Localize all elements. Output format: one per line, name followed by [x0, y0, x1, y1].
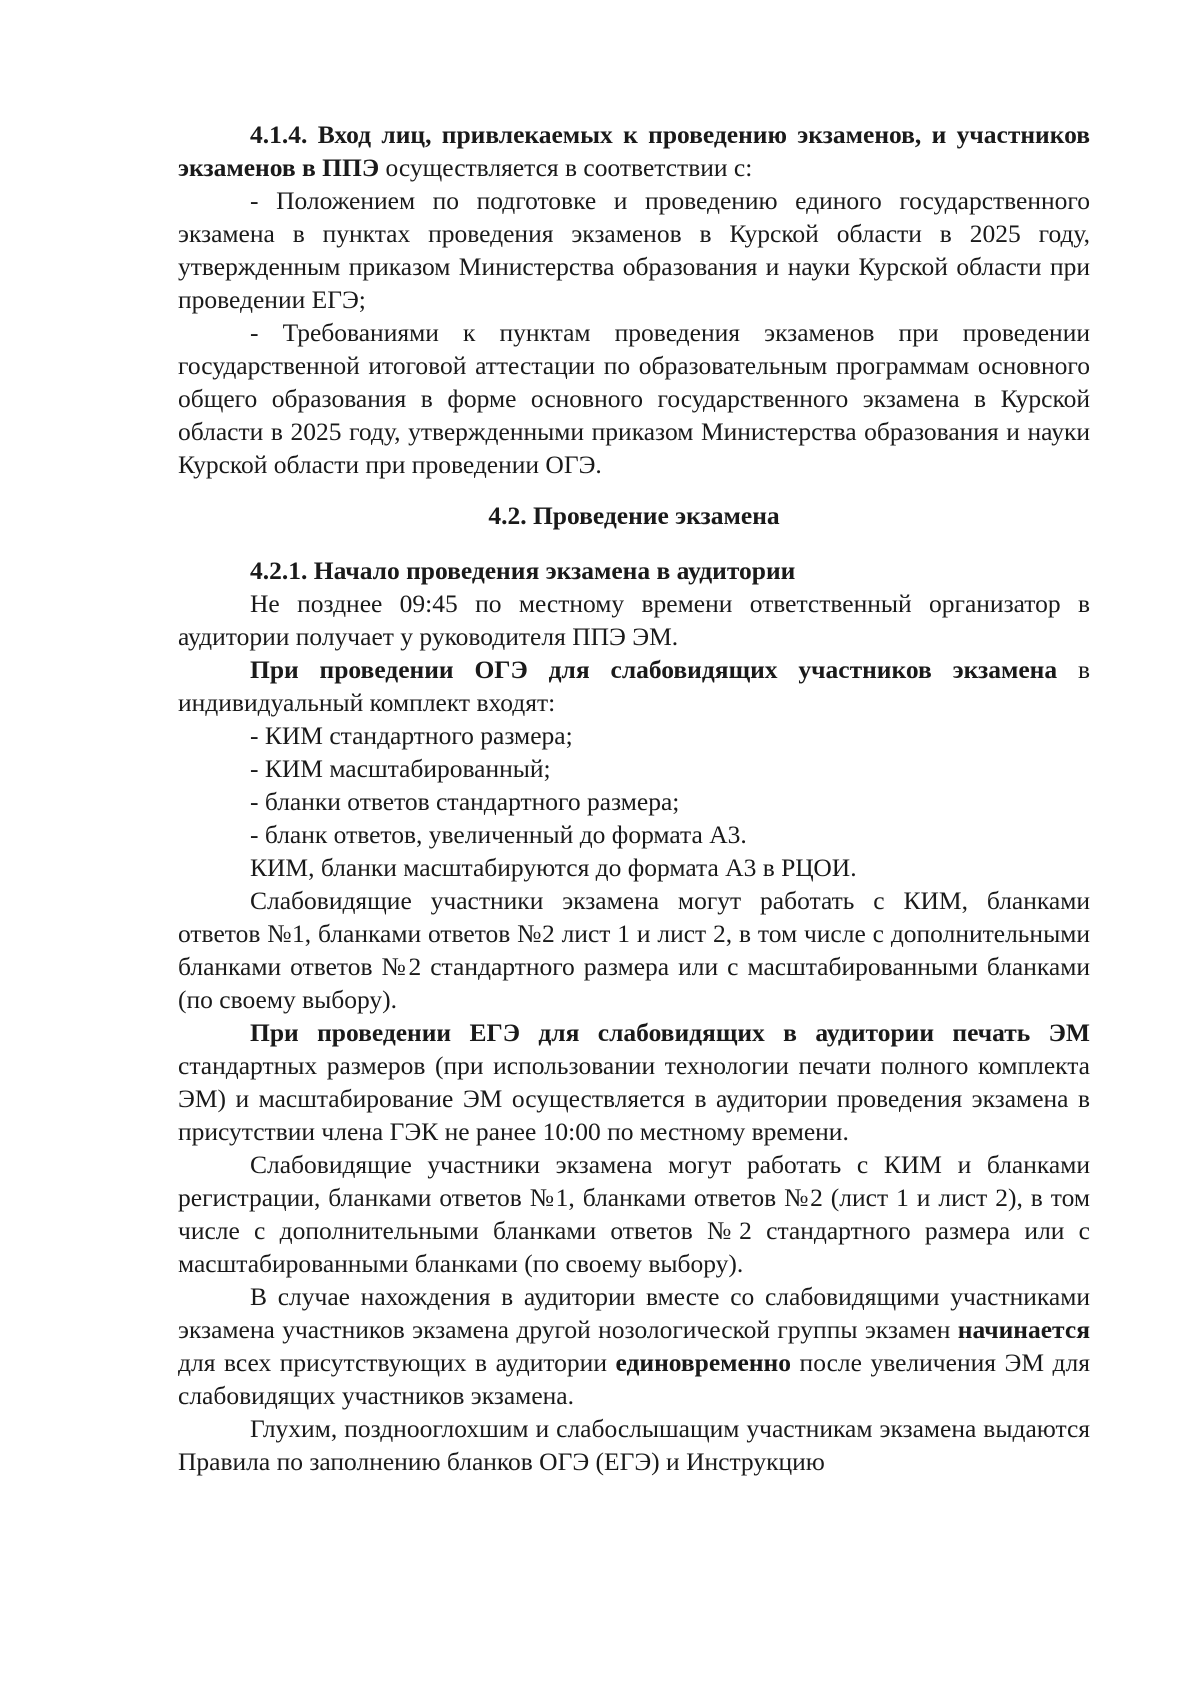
section-4-1-4-heading: 4.1.4. Вход лиц, привлекаемых к проведению экзаменов, и участников экзаменов в ППЭ — [178, 120, 1090, 182]
paragraph-ege-print — [178, 1016, 1090, 1148]
paragraph-ege-forms: Слабовидящие участники экзамена могут работать с КИМ и бланками регистрации, бланками ответов №1, бланками ответов №2 (лист 1 и лист 2), в том числе с дополнительными бланками ответов №2 стандартного размера или с масштабированными бланками (по своему выбору). — [178, 1150, 1090, 1278]
paragraph-oge-kit — [178, 653, 1090, 719]
list-item: - бланк ответов, увеличенный до формата А3. — [250, 820, 747, 849]
paragraph-mixed-group — [178, 1280, 1090, 1412]
paragraph-exam-start: Не позднее 09:45 по местному времени ответственный организатор в аудитории получает у руководителя ППЭ ЭМ. — [178, 589, 1090, 651]
paragraph-oge-forms: Слабовидящие участники экзамена могут работать с КИМ, бланками ответов №1, бланками ответов №2 лист 1 и лист 2, в том числе с дополнительными бланками ответов №2 стандартного размера или с масштабированными бланками (по своему выбору). — [178, 886, 1090, 1014]
mixed-group-text-c: для всех присутствующих в аудитории — [178, 1348, 616, 1377]
section-4-2-1-title: 4.2.1. Начало проведения экзамена в аудитории — [250, 556, 796, 585]
regulation-item-ege: - Положением по подготовке и проведению единого государственного экзамена в пунктах проведения экзаменов в Курской области в 2025 году, утвержденным приказом Министерства образования и науки Курской области при проведении ЕГЭ; — [178, 186, 1090, 314]
section-4-2-title: 4.2. Проведение экзамена — [488, 501, 780, 530]
ege-print-rest: стандартных размеров (при использовании технологии печати полного комплекта ЭМ) и масштабирование ЭМ осуществляется в аудитории проведения экзамена в присутствии члена ГЭК не ранее 10:00 по местному времени. — [178, 1051, 1090, 1146]
paragraph-deaf-participants: Глухим, позднооглохшим и слабослышащим участникам экзамена выдаются Правила по заполнению бланков ОГЭ (ЕГЭ) и Инструкцию — [178, 1414, 1090, 1476]
mixed-group-text-a: В случае нахождения в аудитории вместе со слабовидящими участниками экзамена участников экзамена другой нозологической группы экзамен — [178, 1282, 1090, 1344]
oge-kit-rest: в индивидуальный комплект входят: — [178, 655, 1090, 717]
section-4-1-4-tail: осуществляется в соответствии с: — [379, 153, 753, 182]
list-item: - КИМ масштабированный; — [250, 754, 551, 783]
mixed-group-bold-starts: начинается — [957, 1315, 1090, 1344]
paragraph-4-1-4 — [178, 118, 1090, 184]
list-item: - бланки ответов стандартного размера; — [250, 787, 680, 816]
paragraph-scaling: КИМ, бланки масштабируются до формата А3 в РЦОИ. — [250, 853, 857, 882]
ege-print-bold: При проведении ЕГЭ для слабовидящих в аудитории печать ЭМ — [250, 1018, 1090, 1047]
mixed-group-text-d: после увеличения ЭМ для слабовидящих участников экзамена. — [178, 1348, 1090, 1410]
regulation-item-oge: - Требованиями к пунктам проведения экзаменов при проведении государственной итоговой аттестации по образовательным программам основного общего образования в форме основного государственного экзамена в Курской области в 2025 году, утвержденными приказом Министерства образования и науки Курской области при проведении ОГЭ. — [178, 318, 1090, 479]
list-item: - КИМ стандартного размера; — [250, 721, 573, 750]
document-body — [178, 118, 1090, 1478]
mixed-group-bold-simultaneously: единовременно — [615, 1348, 791, 1377]
oge-kit-bold: При проведении ОГЭ для слабовидящих участников экзамена — [250, 655, 1058, 684]
